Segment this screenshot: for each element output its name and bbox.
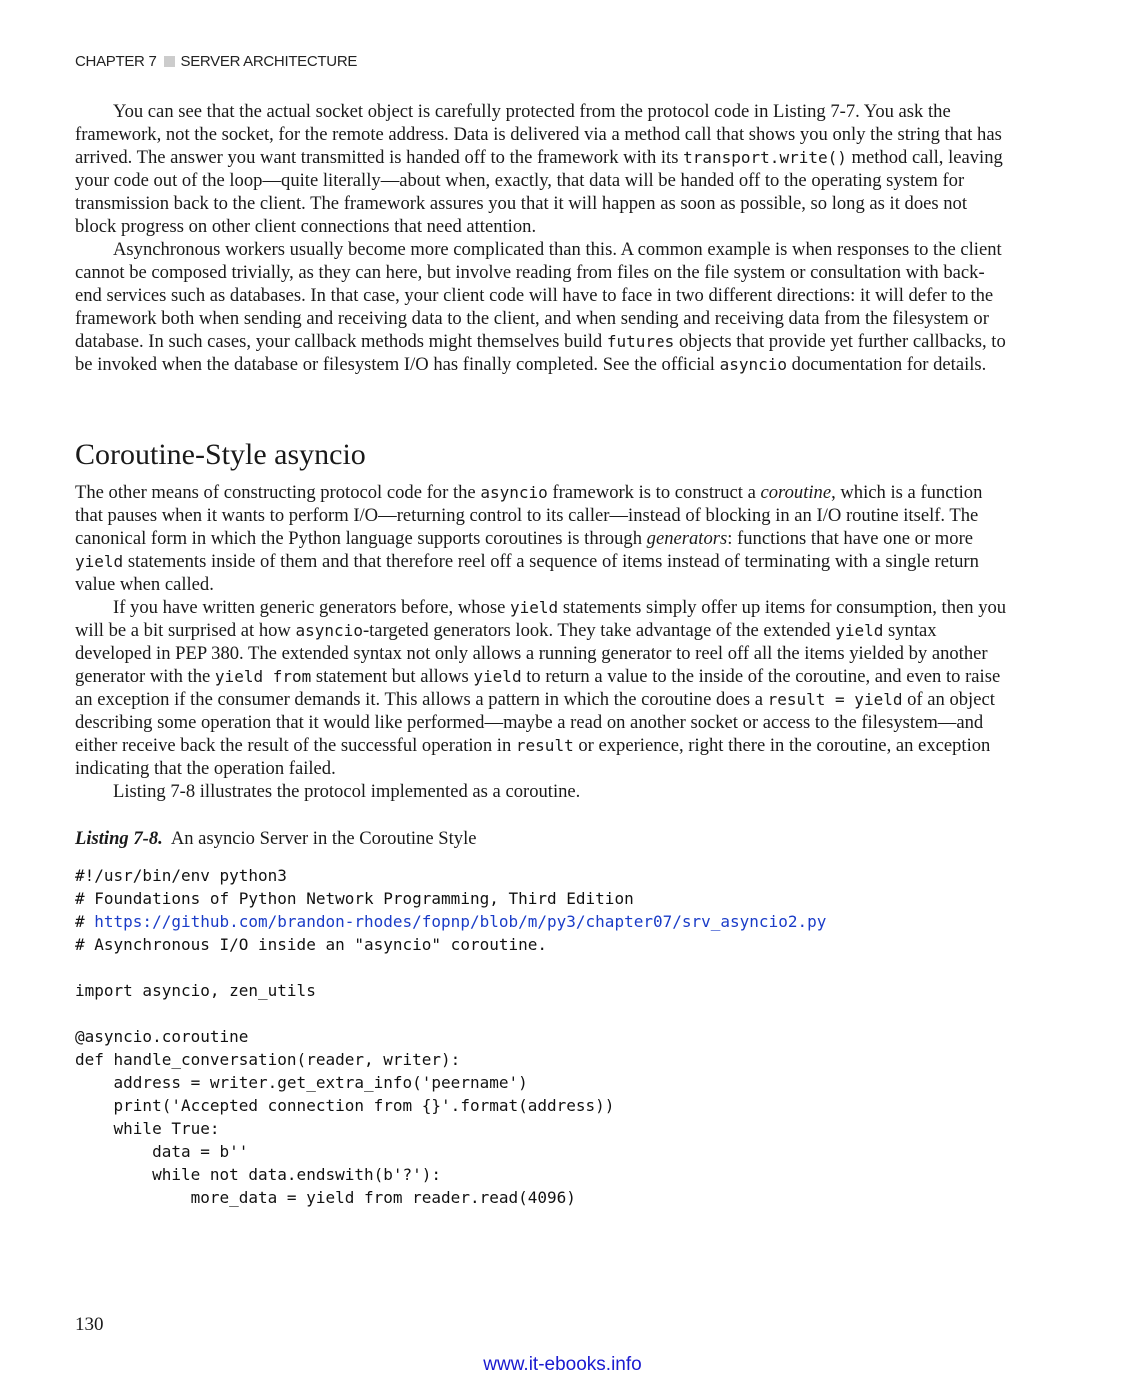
inline-code: yield bbox=[473, 667, 522, 686]
code-line: import asyncio, zen_utils bbox=[75, 981, 316, 1000]
page-number: 130 bbox=[75, 1314, 104, 1335]
code-line: def handle_conversation(reader, writer): bbox=[75, 1050, 461, 1069]
inline-code: transport.write() bbox=[683, 148, 847, 167]
emphasis: generators bbox=[646, 528, 728, 549]
text-run: -targeted generators look. They take advantage of the extended bbox=[362, 620, 836, 641]
emphasis: coroutine bbox=[760, 482, 832, 503]
code-line: # Foundations of Python Network Programming, Third Edition bbox=[75, 889, 634, 908]
inline-code: asyncio bbox=[719, 355, 787, 374]
text-run: statements inside of them and that therefore reel off a sequence of items instead of terminating with a single return value when called. bbox=[75, 551, 979, 595]
running-header bbox=[75, 53, 357, 70]
text-run: : functions that have one or more bbox=[727, 528, 974, 549]
code-line: @asyncio.coroutine bbox=[75, 1027, 249, 1046]
code-line bbox=[75, 1002, 826, 1025]
code-line bbox=[75, 910, 826, 933]
listing-title: An asyncio Server in the Coroutine Style bbox=[170, 828, 477, 849]
inline-code: yield from bbox=[214, 667, 312, 686]
code-line: data = b'' bbox=[75, 1142, 249, 1161]
footer-link[interactable]: www.it-ebooks.info bbox=[483, 1354, 642, 1375]
paragraph bbox=[75, 596, 1010, 780]
listing-label: Listing 7-8. bbox=[75, 828, 163, 849]
coroutine-section-text bbox=[75, 481, 1010, 803]
code-line: address = writer.get_extra_info('peername') bbox=[75, 1073, 528, 1092]
text-run: The other means of constructing protocol code for the bbox=[75, 482, 481, 503]
paragraph bbox=[75, 238, 1010, 376]
text-run: statements simply offer up items for consumption, then you will be a bit surprised at how bbox=[75, 597, 1007, 641]
inline-code: yield bbox=[75, 552, 124, 571]
text-run: to return a value to the inside of the coroutine, and even to raise an exception if the consumer demands it. This allows a pattern in which the coroutine does a bbox=[75, 666, 1001, 710]
inline-code: result bbox=[515, 736, 574, 755]
code-line: #!/usr/bin/env python3 bbox=[75, 866, 287, 885]
inline-code: result = yield bbox=[767, 690, 903, 709]
inline-code: yield bbox=[835, 621, 884, 640]
text-run: , which is a function that pauses when it wants to perform I/O—returning control to its caller—instead of blocking in an I/O routine itself. The canonical form in which the Python language supports coroutines is through bbox=[75, 482, 983, 549]
inline-code: asyncio bbox=[480, 483, 548, 502]
paragraph: Listing 7-8 illustrates the protocol implemented as a coroutine. bbox=[113, 781, 581, 802]
code-listing bbox=[75, 864, 826, 1209]
text-run: syntax developed in PEP 380. The extended syntax not only allows a running generator to reel off all the items yielded by another generator with the bbox=[75, 620, 988, 687]
text-run: method call, leaving your code out of the loop—quite literally—about when, exactly, that data will be handed off to the operating system for transmission back to the client. The framework assures you that it will happen as soon as possible, so long as it does not block progress on other client connections that need attention. bbox=[75, 147, 1003, 237]
text-run: of an object describing some operation that it would like performed—maybe a read on another socket or access to the filesystem—and either receive back the result of the successful operation in bbox=[75, 689, 995, 756]
paragraph bbox=[75, 100, 1010, 238]
text-run: framework is to construct a bbox=[547, 482, 761, 503]
text-run: If you have written generic generators before, whose bbox=[113, 597, 511, 618]
text-run: Asynchronous workers usually become more complicated than this. A common example is when responses to the client cannot be composed trivially, as they can here, but involve reading from files on the file system or consultation with back-end services such as databases. In that case, your client code will have to face in two different directions: it will defer to the framework both when sending and receiving data to the client, and when sending and receiving data from the filesystem or database. In such cases, your callback methods might themselves build bbox=[75, 239, 1002, 352]
text-run: or experience, right there in the coroutine, an exception indicating that the operation failed. bbox=[75, 735, 991, 779]
comment-prefix: # bbox=[75, 912, 95, 931]
code-line: # Asynchronous I/O inside an "asyncio" coroutine. bbox=[75, 935, 548, 954]
code-line: more_data = yield from reader.read(4096) bbox=[75, 1188, 576, 1207]
text-run: You can see that the actual socket object is carefully protected from the protocol code in Listing 7-7. You ask the framework, not the socket, for the remote address. Data is delivered via a method call that shows you only the string that has arrived. The answer you want transmitted is handed off to the framework with its bbox=[75, 101, 1002, 168]
code-line: print('Accepted connection from {}'.format(address)) bbox=[75, 1096, 615, 1115]
listing-caption bbox=[75, 827, 477, 850]
code-line bbox=[75, 956, 826, 979]
chapter-label: CHAPTER 7 bbox=[75, 53, 157, 70]
section-heading: Coroutine-Style asyncio bbox=[75, 438, 366, 471]
source-url-link[interactable]: https://github.com/brandon-rhodes/fopnp/blob/m/py3/chapter07/srv_asyncio2.py bbox=[94, 912, 827, 931]
text-run: objects that provide yet further callbacks, to be invoked when the database or filesystem I/O has finally completed. See the official bbox=[75, 331, 1006, 375]
inline-code: yield bbox=[510, 598, 559, 617]
inline-code: futures bbox=[606, 332, 675, 351]
inline-code: asyncio bbox=[295, 621, 363, 640]
code-line: while not data.endswith(b'?'): bbox=[75, 1165, 442, 1184]
text-run: documentation for details. bbox=[787, 354, 987, 375]
square-separator-icon bbox=[164, 56, 175, 67]
intro-text bbox=[75, 100, 1010, 376]
text-run: statement but allows bbox=[311, 666, 474, 687]
paragraph bbox=[75, 481, 1010, 596]
section-label: SERVER ARCHITECTURE bbox=[180, 53, 358, 70]
code-line: while True: bbox=[75, 1119, 220, 1138]
